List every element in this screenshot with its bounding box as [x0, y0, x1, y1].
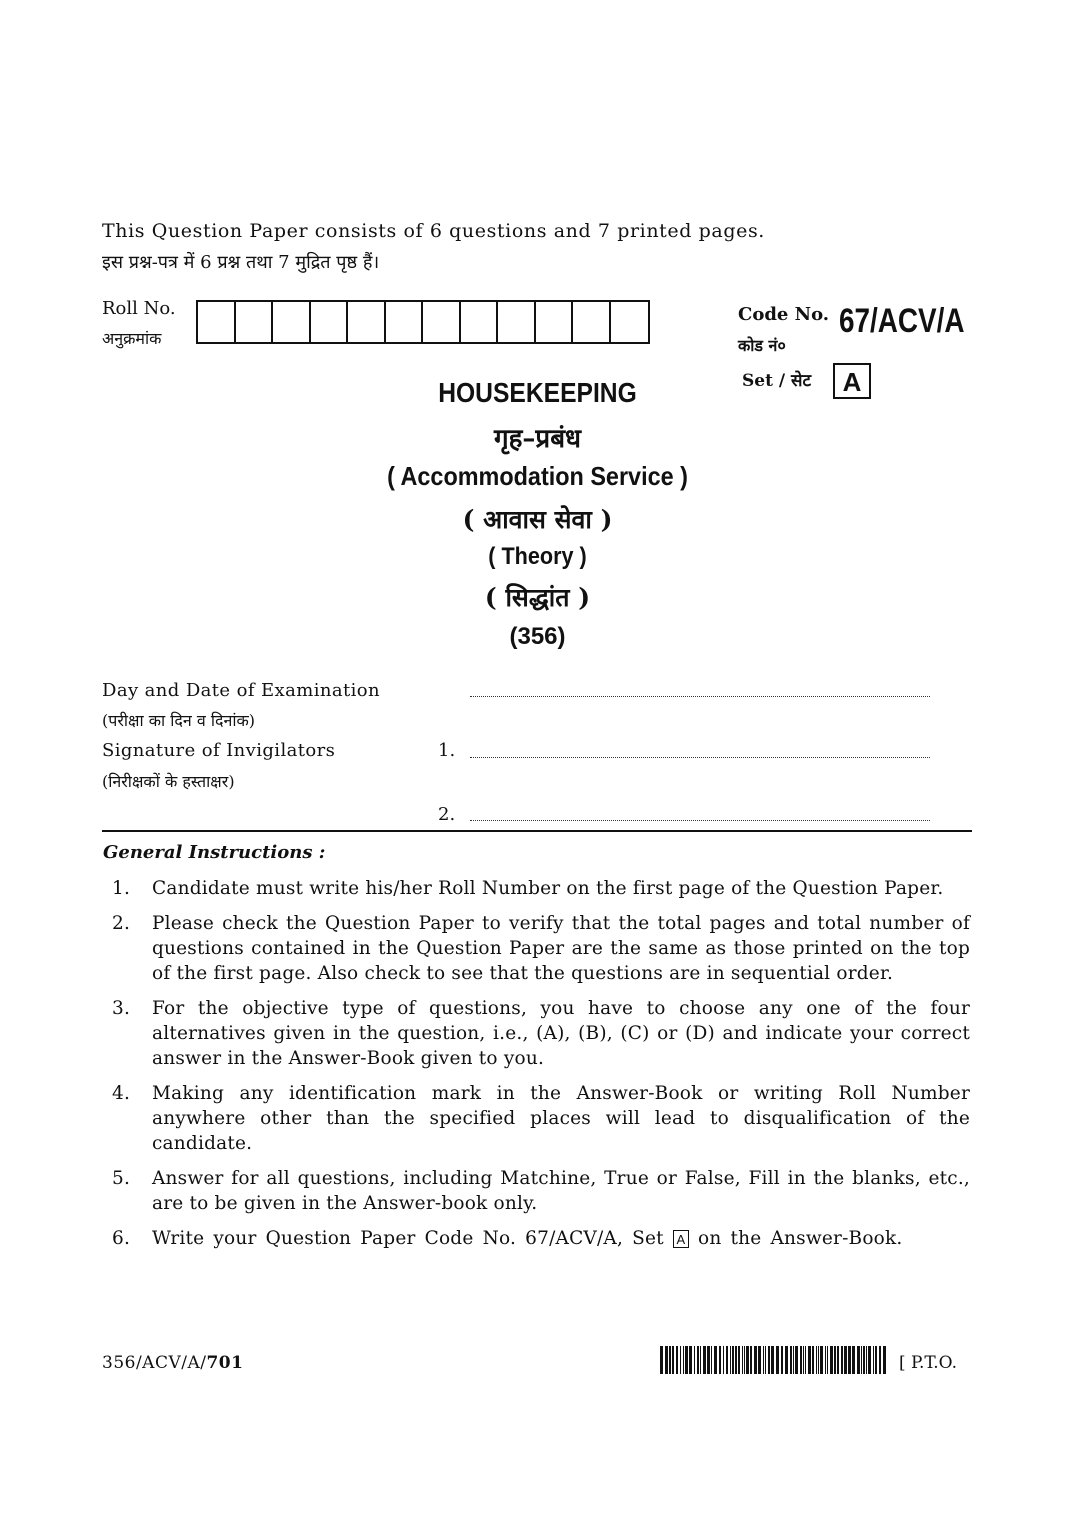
instruction-number: 4. [112, 1083, 131, 1104]
roll-number-box[interactable] [536, 302, 574, 342]
instruction-text: Making any identification mark in the Answer-Book or writing Roll Number anywhere other than the specified places will lead to disqualification of the candidate. [152, 1083, 970, 1154]
barcode-bar [800, 1346, 802, 1374]
instruction-item [112, 1081, 970, 1156]
barcode-bar [763, 1346, 764, 1374]
instruction-number: 3. [112, 998, 131, 1019]
roll-number-box[interactable] [273, 302, 311, 342]
instructions-heading: General Instructions : [103, 842, 326, 863]
barcode-bar [683, 1346, 684, 1374]
barcode-bar [866, 1346, 867, 1374]
barcode-bar [719, 1346, 721, 1374]
barcode-bar [676, 1346, 678, 1374]
roll-number-box[interactable] [423, 302, 461, 342]
instruction-item [112, 876, 970, 901]
barcode-bar [808, 1346, 811, 1374]
barcode-bar [785, 1346, 788, 1374]
barcode-bar [790, 1346, 792, 1374]
instruction-item [112, 996, 970, 1071]
roll-number-box[interactable] [498, 302, 536, 342]
barcode-bar [660, 1346, 663, 1374]
code-number-label: Code No. [738, 304, 830, 325]
roll-number-label: Roll No. [102, 298, 176, 319]
instruction-text [152, 1226, 970, 1251]
code-number-label-hindi: कोड नं० [738, 336, 786, 355]
barcode-bar [837, 1346, 839, 1374]
barcode-bar [768, 1346, 770, 1374]
barcode-bar [765, 1346, 766, 1374]
barcode-bar [820, 1346, 823, 1374]
barcode-bar [816, 1346, 817, 1374]
barcode-bar [793, 1346, 794, 1374]
barcode-bar [781, 1346, 783, 1374]
barcode-bar [844, 1346, 847, 1374]
exam-date-label-hindi: (परीक्षा का दिन व दिनांक) [102, 711, 256, 730]
footer-code-number: 701 [206, 1353, 244, 1373]
barcode-bar [861, 1346, 862, 1374]
exam-date-label: Day and Date of Examination [102, 680, 381, 701]
exam-date-field[interactable] [470, 695, 930, 697]
barcode-bar [700, 1346, 701, 1374]
barcode-bar [805, 1346, 806, 1374]
roll-number-box[interactable] [611, 302, 649, 342]
instruction-text: For the objective type of questions, you have to choose any one of the four alternatives given in the question, i.e., (A), (B), (C) or (D) and indicate your correct answer in the Answer-Book given to you. [152, 998, 970, 1069]
barcode-bar [732, 1346, 734, 1374]
barcode-bar [830, 1346, 833, 1374]
barcode-bar [742, 1346, 743, 1374]
paper-code: 67/ACV/A [839, 302, 965, 340]
signature-field-2[interactable] [470, 819, 930, 821]
barcode-bar [735, 1346, 737, 1374]
divider [102, 830, 972, 832]
roll-number-boxes[interactable] [196, 300, 650, 344]
barcode-bar [818, 1346, 819, 1374]
barcode-bar [834, 1346, 836, 1374]
barcode-bar [707, 1346, 710, 1374]
instruction-item [112, 1166, 970, 1216]
subject-title-hindi: गृह–प्रबंध [493, 424, 582, 454]
instruction-text-before: Write your Question Paper Code No. 67/ACV/A, Set [152, 1228, 664, 1249]
barcode-bar [771, 1346, 774, 1374]
barcode-bar [841, 1346, 843, 1374]
instruction-text: Please check the Question Paper to verify that the total pages and total number of questions contained in the Question Paper are the same as those printed on the top of the first page. Also check to see that the questions are in sequential order. [152, 913, 970, 984]
instruction-text: Candidate must write his/her Roll Number on the first page of the Question Paper. [152, 878, 944, 899]
instruction-number: 1. [112, 878, 131, 899]
invigilator-signature-label: Signature of Invigilators [102, 740, 336, 761]
roll-number-box[interactable] [573, 302, 611, 342]
signature-field-1[interactable] [470, 756, 930, 758]
roll-number-box[interactable] [311, 302, 349, 342]
barcode-bar [750, 1346, 752, 1374]
paper-title: ( Accommodation Service ) [387, 461, 688, 491]
instruction-number: 2. [112, 913, 131, 934]
barcode-bar [665, 1346, 668, 1374]
barcode-bar [685, 1346, 688, 1374]
barcode-bar [711, 1346, 712, 1374]
instruction-item [112, 911, 970, 986]
barcode-bar [883, 1346, 886, 1374]
barcode-bar [697, 1346, 699, 1374]
barcode-bar [738, 1346, 740, 1374]
footer-code-prefix: 356/ACV/A/ [102, 1353, 207, 1373]
barcode-bar [873, 1346, 874, 1374]
barcode-bar [723, 1346, 724, 1374]
barcode-bar [758, 1346, 761, 1374]
barcode [660, 1346, 888, 1374]
roll-number-label-hindi: अनुक्रमांक [102, 329, 162, 348]
set-box: A [833, 363, 871, 399]
signature-number-2: 2. [438, 804, 456, 825]
barcode-bar [875, 1346, 877, 1374]
paper-title-hindi: ( आवास सेवा ) [462, 505, 613, 534]
barcode-bar [730, 1346, 731, 1374]
course-code: (356) [509, 623, 566, 650]
invigilator-signature-label-hindi: (निरीक्षकों के हस्ताक्षर) [102, 772, 235, 791]
signature-number-1: 1. [438, 740, 456, 761]
subject-title: HOUSEKEEPING [438, 377, 637, 408]
barcode-bar [879, 1346, 881, 1374]
barcode-bar [812, 1346, 814, 1374]
paper-type-hindi: ( सिद्धांत ) [484, 583, 591, 612]
barcode-bar [848, 1346, 851, 1374]
barcode-bar [868, 1346, 871, 1374]
roll-number-box[interactable] [198, 302, 236, 342]
paper-type: ( Theory ) [488, 543, 587, 570]
roll-number-box[interactable] [386, 302, 424, 342]
barcode-bar [803, 1346, 804, 1374]
barcode-bar [825, 1346, 826, 1374]
barcode-bar [776, 1346, 779, 1374]
intro-english: This Question Paper consists of 6 questions and 7 printed pages. [102, 220, 765, 242]
barcode-bar [703, 1346, 706, 1374]
roll-number-box[interactable] [461, 302, 499, 342]
pto-label: [ P.T.O. [899, 1353, 958, 1373]
barcode-bar [714, 1346, 717, 1374]
barcode-bar [669, 1346, 671, 1374]
instruction-number: 6. [112, 1228, 131, 1249]
barcode-bar [672, 1346, 674, 1374]
instructions-list [112, 876, 970, 1261]
barcode-bar [863, 1346, 865, 1374]
barcode-bar [744, 1346, 745, 1374]
barcode-bar [680, 1346, 681, 1374]
instruction-item [112, 1226, 970, 1251]
barcode-bar [754, 1346, 757, 1374]
barcode-bar [795, 1346, 798, 1374]
roll-number-box[interactable] [236, 302, 274, 342]
barcode-bar [689, 1346, 692, 1374]
instruction-text-after: on the Answer-Book. [697, 1228, 903, 1249]
barcode-bar [852, 1346, 855, 1374]
footer-paper-code [102, 1353, 243, 1373]
barcode-bar [857, 1346, 860, 1374]
instruction-number: 5. [112, 1168, 131, 1189]
barcode-bar [726, 1346, 728, 1374]
instruction-text: Answer for all questions, including Matchine, True or False, Fill in the blanks, etc., are to be given in the Answer-book only. [152, 1168, 970, 1214]
barcode-bar [746, 1346, 749, 1374]
set-mark: A [673, 1230, 689, 1248]
barcode-bar [827, 1346, 828, 1374]
intro-hindi: इस प्रश्न-पत्र में 6 प्रश्न तथा 7 मुद्रित पृष्ठ हैं। [102, 252, 380, 273]
barcode-bar [694, 1346, 695, 1374]
roll-number-box[interactable] [348, 302, 386, 342]
set-label: Set / सेट [742, 371, 812, 391]
